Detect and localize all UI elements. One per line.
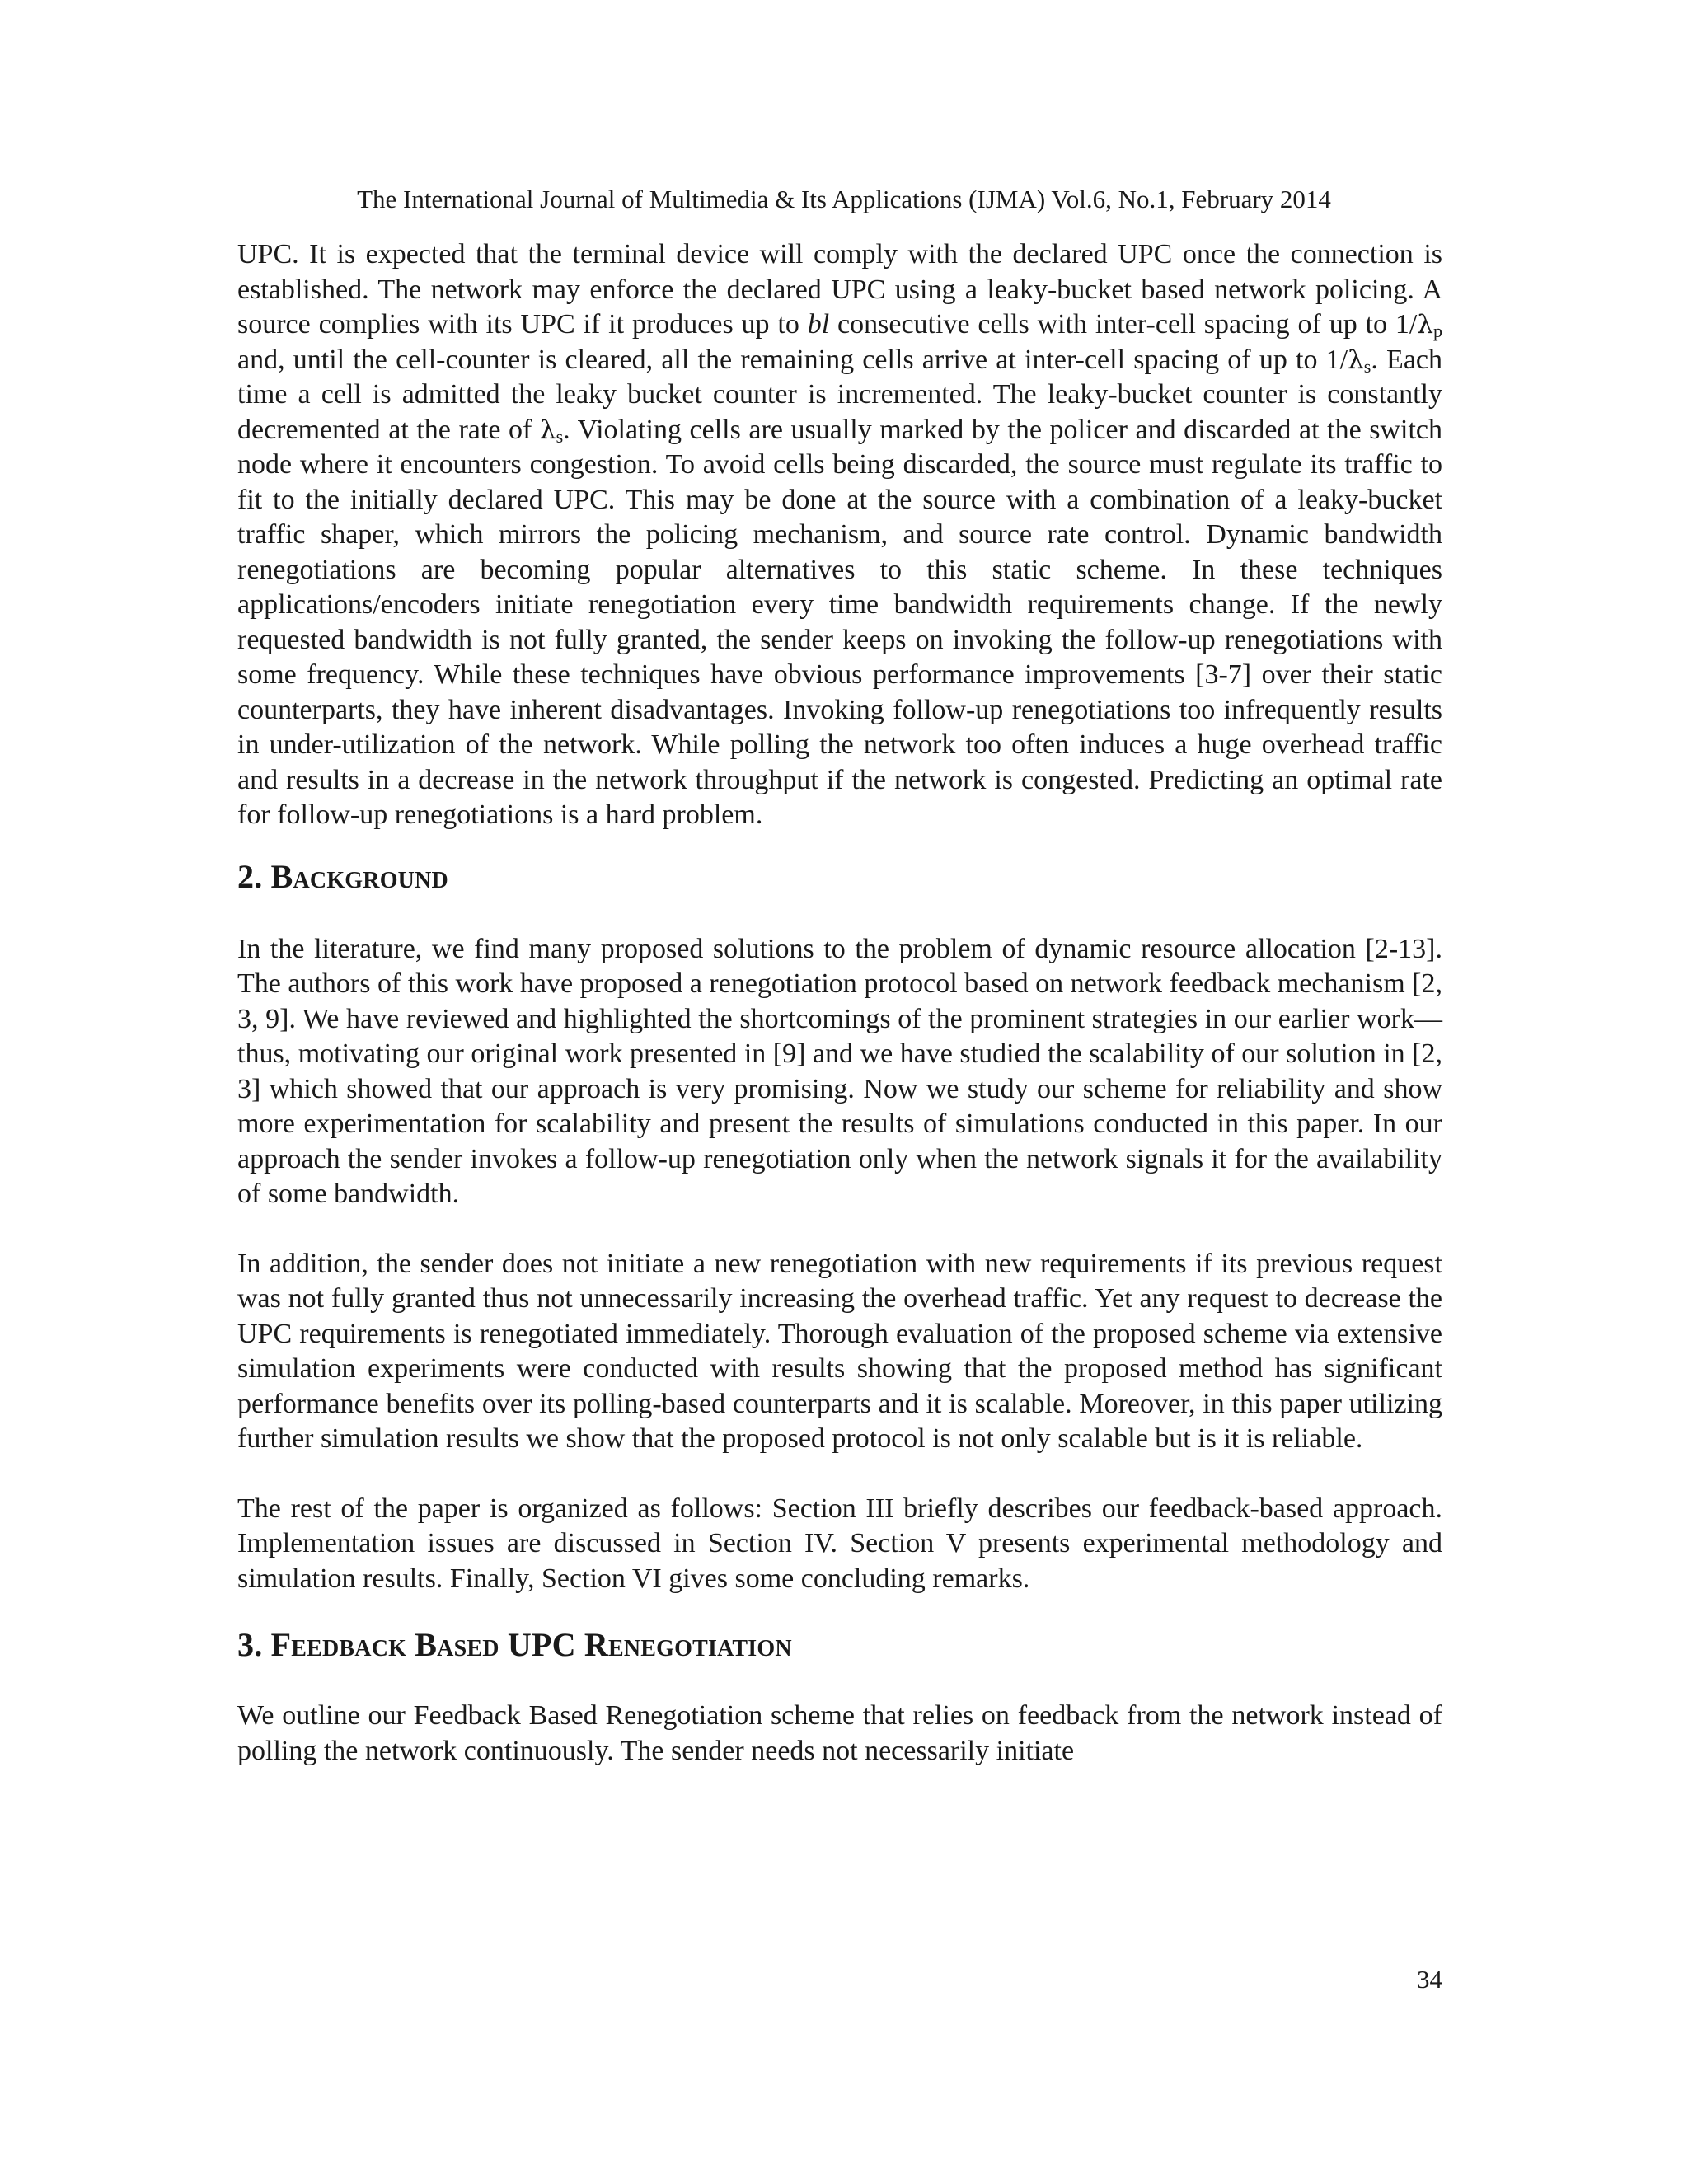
intro-paragraph: UPC. It is expected that the terminal device will comply with the declared UPC once the connection is established. The network may enforce the declared UPC using a leaky-bucket based network policing. A source complies with its UPC if it produces up to bl consecutive cells with inter-cell spacing of up to $1/\lambda_p$ and, until the cell-counter is cleared, all the remaining cells arrive at inter-cell spacing of up to $1/\lambda_s$. Each time a cell is admitted the leaky bucket counter is incremented. The leaky-bucket counter is constantly decremented at the rate of $\lambda_s$. Violating cells are usually marked by the policer and discarded at the switch node where it encounters congestion. To avoid cells being discarded, the source must regulate its traffic to fit to the initially declared UPC. This may be done at the source with a combination of a leaky-bucket traffic shaper, which mirrors the policing mechanism, and source rate control. Dynamic bandwidth renegotiations are becoming popular alternatives to this static scheme. In these techniques applications/encoders initiate renegotiation every time bandwidth requirements change. If the newly requested bandwidth is not fully granted, the sender keeps on invoking the follow-up renegotiations with some frequency. While these techniques have obvious performance improvements [3-7] over their static counterparts, they have inherent disadvantages. Invoking follow-up renegotiations too infrequently results in under-utilization of the network. While polling the network too often induces a huge overhead traffic and results in a decrease in the network throughput if the network is congested. Predicting an optimal rate for follow-up renegotiations is a hard problem.	[237, 239, 1443, 830]
background-paragraph-3: The rest of the paper is organized as follows: Section III briefly describes our feedback-based approach. Implementation issues are discussed in Section IV. Section V presents experimental methodology and simulation results. Finally, Section VI gives some concluding remarks.	[237, 1493, 1442, 1594]
subscript-s: s	[1363, 355, 1372, 377]
body-column	[237, 237, 1442, 1769]
section-heading-background: 2. Background	[237, 857, 448, 895]
lambda-symbol: λ	[1417, 310, 1433, 340]
section-heading-feedback: 3. Feedback Based UPC Renegotiation	[237, 1626, 792, 1663]
feedback-paragraph-1: We outline our Feedback Based Renegotiation scheme that relies on feedback from the network instead of polling the network continuously. The sender needs not necessarily initiate	[237, 1700, 1442, 1766]
page-number: 34	[1417, 1965, 1442, 1994]
running-header: The International Journal of Multimedia & Its Applications (IJMA) Vol.6, No.1, February 2014	[357, 185, 1331, 213]
subscript-s: s	[556, 425, 564, 447]
bl-term: bl	[807, 309, 830, 340]
subscript-p: p	[1433, 321, 1442, 341]
lambda-symbol: λ	[1348, 344, 1364, 375]
background-paragraph-1: In the literature, we find many proposed solutions to the problem of dynamic resource allocation [2-13]. The authors of this work have proposed a renegotiation protocol based on network feedback mechanism [2, 3, 9]. We have reviewed and highlighted the shortcomings of the prominent strategies in our earlier work— thus, motivating our original work presented in [9] and we have studied the scalability of our solution in [2, 3] which showed that our approach is very promising. Now we study our scheme for reliability and show more experimentation for scalability and present the results of simulations conducted in this paper. In our approach the sender invokes a follow-up renegotiation only when the network signals it for the availability of some bandwidth.	[237, 933, 1442, 1209]
lambda-symbol: λ	[539, 415, 556, 445]
background-paragraph-2: In addition, the sender does not initiate a new renegotiation with new requirements if its previous request was not fully granted thus not unnecessarily increasing the overhead traffic. Yet any request to decrease the UPC requirements is renegotiated immediately. Thorough evaluation of the proposed scheme via extensive simulation experiments were conducted with results showing that the proposed method has significant performance benefits over its polling-based counterparts and it is scalable. Moreover, in this paper utilizing further simulation results we show that the proposed protocol is not only scalable but is it is reliable.	[237, 1248, 1442, 1454]
